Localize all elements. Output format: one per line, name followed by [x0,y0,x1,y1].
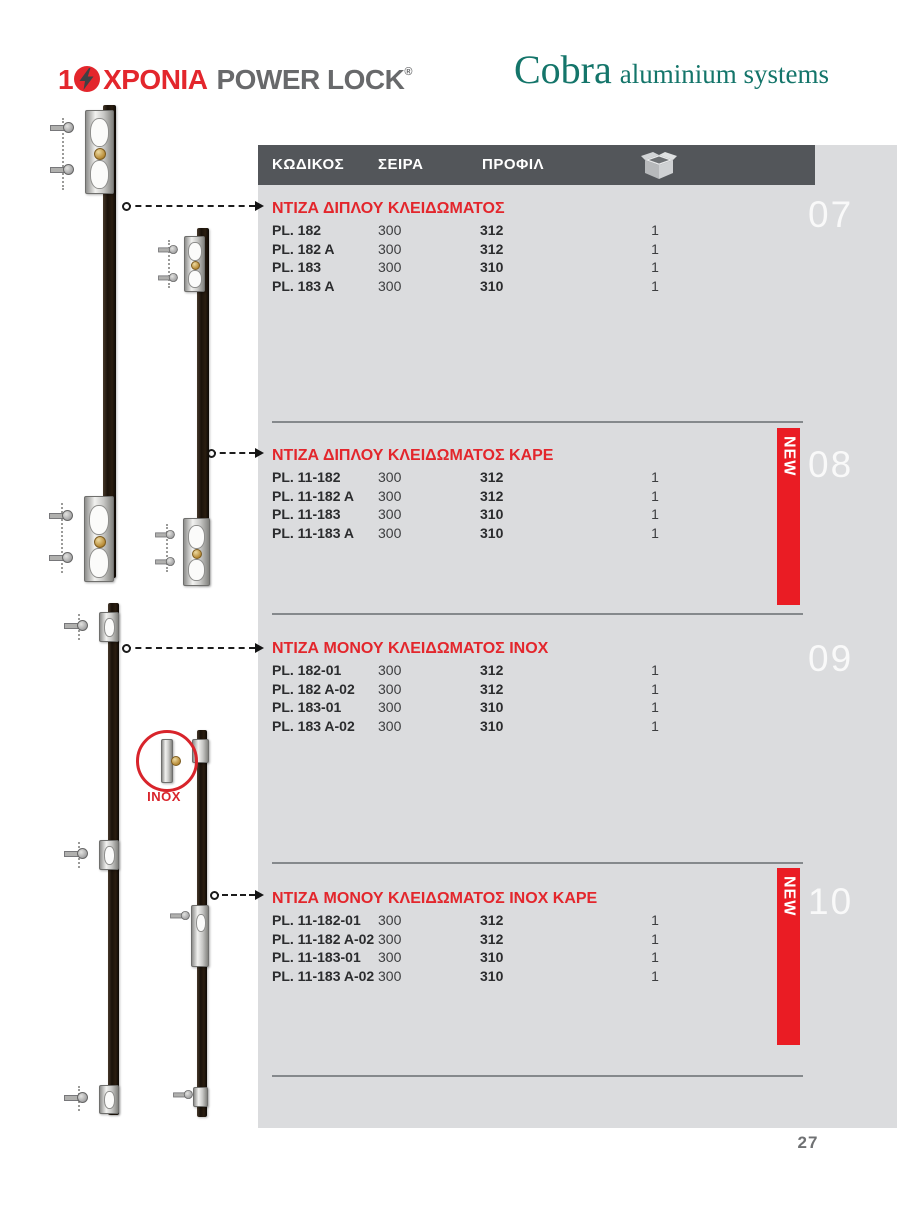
column-header-profile: ΠΡΟΦΙΛ [482,156,544,173]
cell-series: 300 [378,240,402,257]
cell-profile: 310 [480,949,504,965]
cell-code: PL. 11-182 A [272,487,354,504]
cell-code: PL. 11-182 [272,469,341,485]
section-number-10: 10 [808,881,854,922]
cell-quantity: 1 [651,222,659,238]
cell-series: 300 [378,487,402,504]
table-row [258,505,897,524]
cell-code: PL. 182-01 [272,662,342,678]
table-row [258,524,897,543]
cell-profile: 312 [480,662,504,678]
power-lock-logo [58,55,413,95]
cell-profile: 310 [480,506,504,522]
section-title: ΝΤΙΖΑ ΜΟΝΟΥ ΚΛΕΙΔΩΜΑΤΟΣ INOX ΚΑΡΕ [272,890,598,907]
vendor-name: Cobra [514,47,612,92]
cell-code: PL. 11-183 A-02 [272,967,375,984]
table-row [258,258,897,277]
table-row [258,487,897,506]
box-icon [640,149,678,181]
product-section [258,198,897,295]
separator-line [272,862,803,864]
cell-code: PL. 11-182-01 [272,912,361,928]
new-badge-label: NEW [780,436,798,477]
cell-series: 300 [378,967,402,984]
cell-profile: 310 [480,277,504,294]
cell-quantity: 1 [651,967,659,984]
cell-quantity: 1 [651,680,659,697]
section-rows [258,661,897,735]
cell-series: 300 [378,680,402,697]
cell-profile: 310 [480,524,504,541]
cell-code: PL. 182 [272,222,322,238]
cell-quantity: 1 [651,949,659,965]
table-row [258,680,897,699]
cell-quantity: 1 [651,506,659,522]
leader-line [213,894,255,896]
table-row [258,661,897,680]
brand-years-label: ΧΡΟΝΙΑ [103,64,208,95]
table-row [258,698,897,717]
cell-series: 300 [378,524,402,541]
cell-series: 300 [378,662,402,678]
cell-profile: 310 [480,967,504,984]
product-section [258,888,897,985]
cell-quantity: 1 [651,524,659,541]
cell-series: 300 [378,469,402,485]
section-rows [258,468,897,542]
cell-series: 300 [378,259,402,275]
cell-series: 300 [378,949,402,965]
registered-mark: ® [404,66,413,78]
cell-quantity: 1 [651,277,659,294]
separator-line [272,1075,803,1077]
table-row [258,911,897,930]
table-row [258,967,897,986]
cell-code: PL. 182 A-02 [272,680,355,697]
cell-series: 300 [378,506,402,522]
table-row [258,277,897,296]
product-section [258,445,897,542]
cell-profile: 312 [480,222,504,238]
cell-quantity: 1 [651,469,659,485]
table-row [258,468,897,487]
product-table-panel [258,145,897,1128]
cell-code: PL. 11-183 [272,506,341,522]
cell-quantity: 1 [651,699,659,715]
product-section [258,638,897,735]
vendor-tagline: aluminium systems [619,59,830,89]
table-header [258,145,815,185]
section-rows [258,221,897,295]
inox-label: INOX [147,789,181,804]
leader-line [125,205,255,207]
page-number: 27 [797,1133,819,1152]
section-number-09: 09 [808,638,854,679]
column-header-series: ΣΕΙΡΑ [378,156,424,173]
cell-profile: 312 [480,240,504,257]
section-number-07: 07 [808,194,854,235]
leader-line [210,452,255,454]
cell-quantity: 1 [651,912,659,928]
inox-callout-circle [136,730,198,792]
section-title: ΝΤΙΖΑ ΔΙΠΛΟΥ ΚΛΕΙΔΩΜΑΤΟΣ ΚΑΡΕ [272,447,554,464]
table-row [258,221,897,240]
brand-product-label: POWER LOCK [216,64,405,95]
cell-profile: 310 [480,699,504,715]
table-row [258,717,897,736]
cell-quantity: 1 [651,487,659,504]
cell-profile: 312 [480,469,504,485]
lightning-icon [73,65,101,93]
brand-years-digit: 1 [58,64,74,95]
cell-series: 300 [378,912,402,928]
cobra-logo [514,47,830,92]
cell-quantity: 1 [651,259,659,275]
cell-profile: 310 [480,259,504,275]
section-title: ΝΤΙΖΑ ΜΟΝΟΥ ΚΛΕΙΔΩΜΑΤΟΣ INOX [272,640,549,657]
table-row [258,930,897,949]
cell-profile: 310 [480,717,504,734]
section-title: ΝΤΙΖΑ ΔΙΠΛΟΥ ΚΛΕΙΔΩΜΑΤΟΣ [272,200,505,217]
cell-profile: 312 [480,680,504,697]
cell-code: PL. 11-183 A [272,524,354,541]
section-number-08: 08 [808,444,854,485]
cell-profile: 312 [480,912,504,928]
new-badge-label: NEW [780,876,798,917]
brand-years [58,64,207,95]
cell-series: 300 [378,930,402,947]
cell-series: 300 [378,717,402,734]
cell-profile: 312 [480,487,504,504]
cell-code: PL. 182 A [272,240,335,257]
column-header-code: ΚΩΔΙΚΟΣ [272,156,345,173]
cell-code: PL. 11-183-01 [272,949,361,965]
cell-quantity: 1 [651,930,659,947]
cell-quantity: 1 [651,717,659,734]
cell-code: PL. 11-182 A-02 [272,930,375,947]
table-row [258,948,897,967]
separator-line [272,613,803,615]
cell-quantity: 1 [651,240,659,257]
cell-series: 300 [378,277,402,294]
section-rows [258,911,897,985]
cell-code: PL. 183 A [272,277,335,294]
cell-series: 300 [378,222,402,238]
cell-code: PL. 183 A-02 [272,717,355,734]
separator-line [272,421,803,423]
cell-profile: 312 [480,930,504,947]
cell-code: PL. 183 [272,259,322,275]
cell-code: PL. 183-01 [272,699,342,715]
table-row [258,240,897,259]
leader-line [125,647,255,649]
cell-series: 300 [378,699,402,715]
cell-quantity: 1 [651,662,659,678]
